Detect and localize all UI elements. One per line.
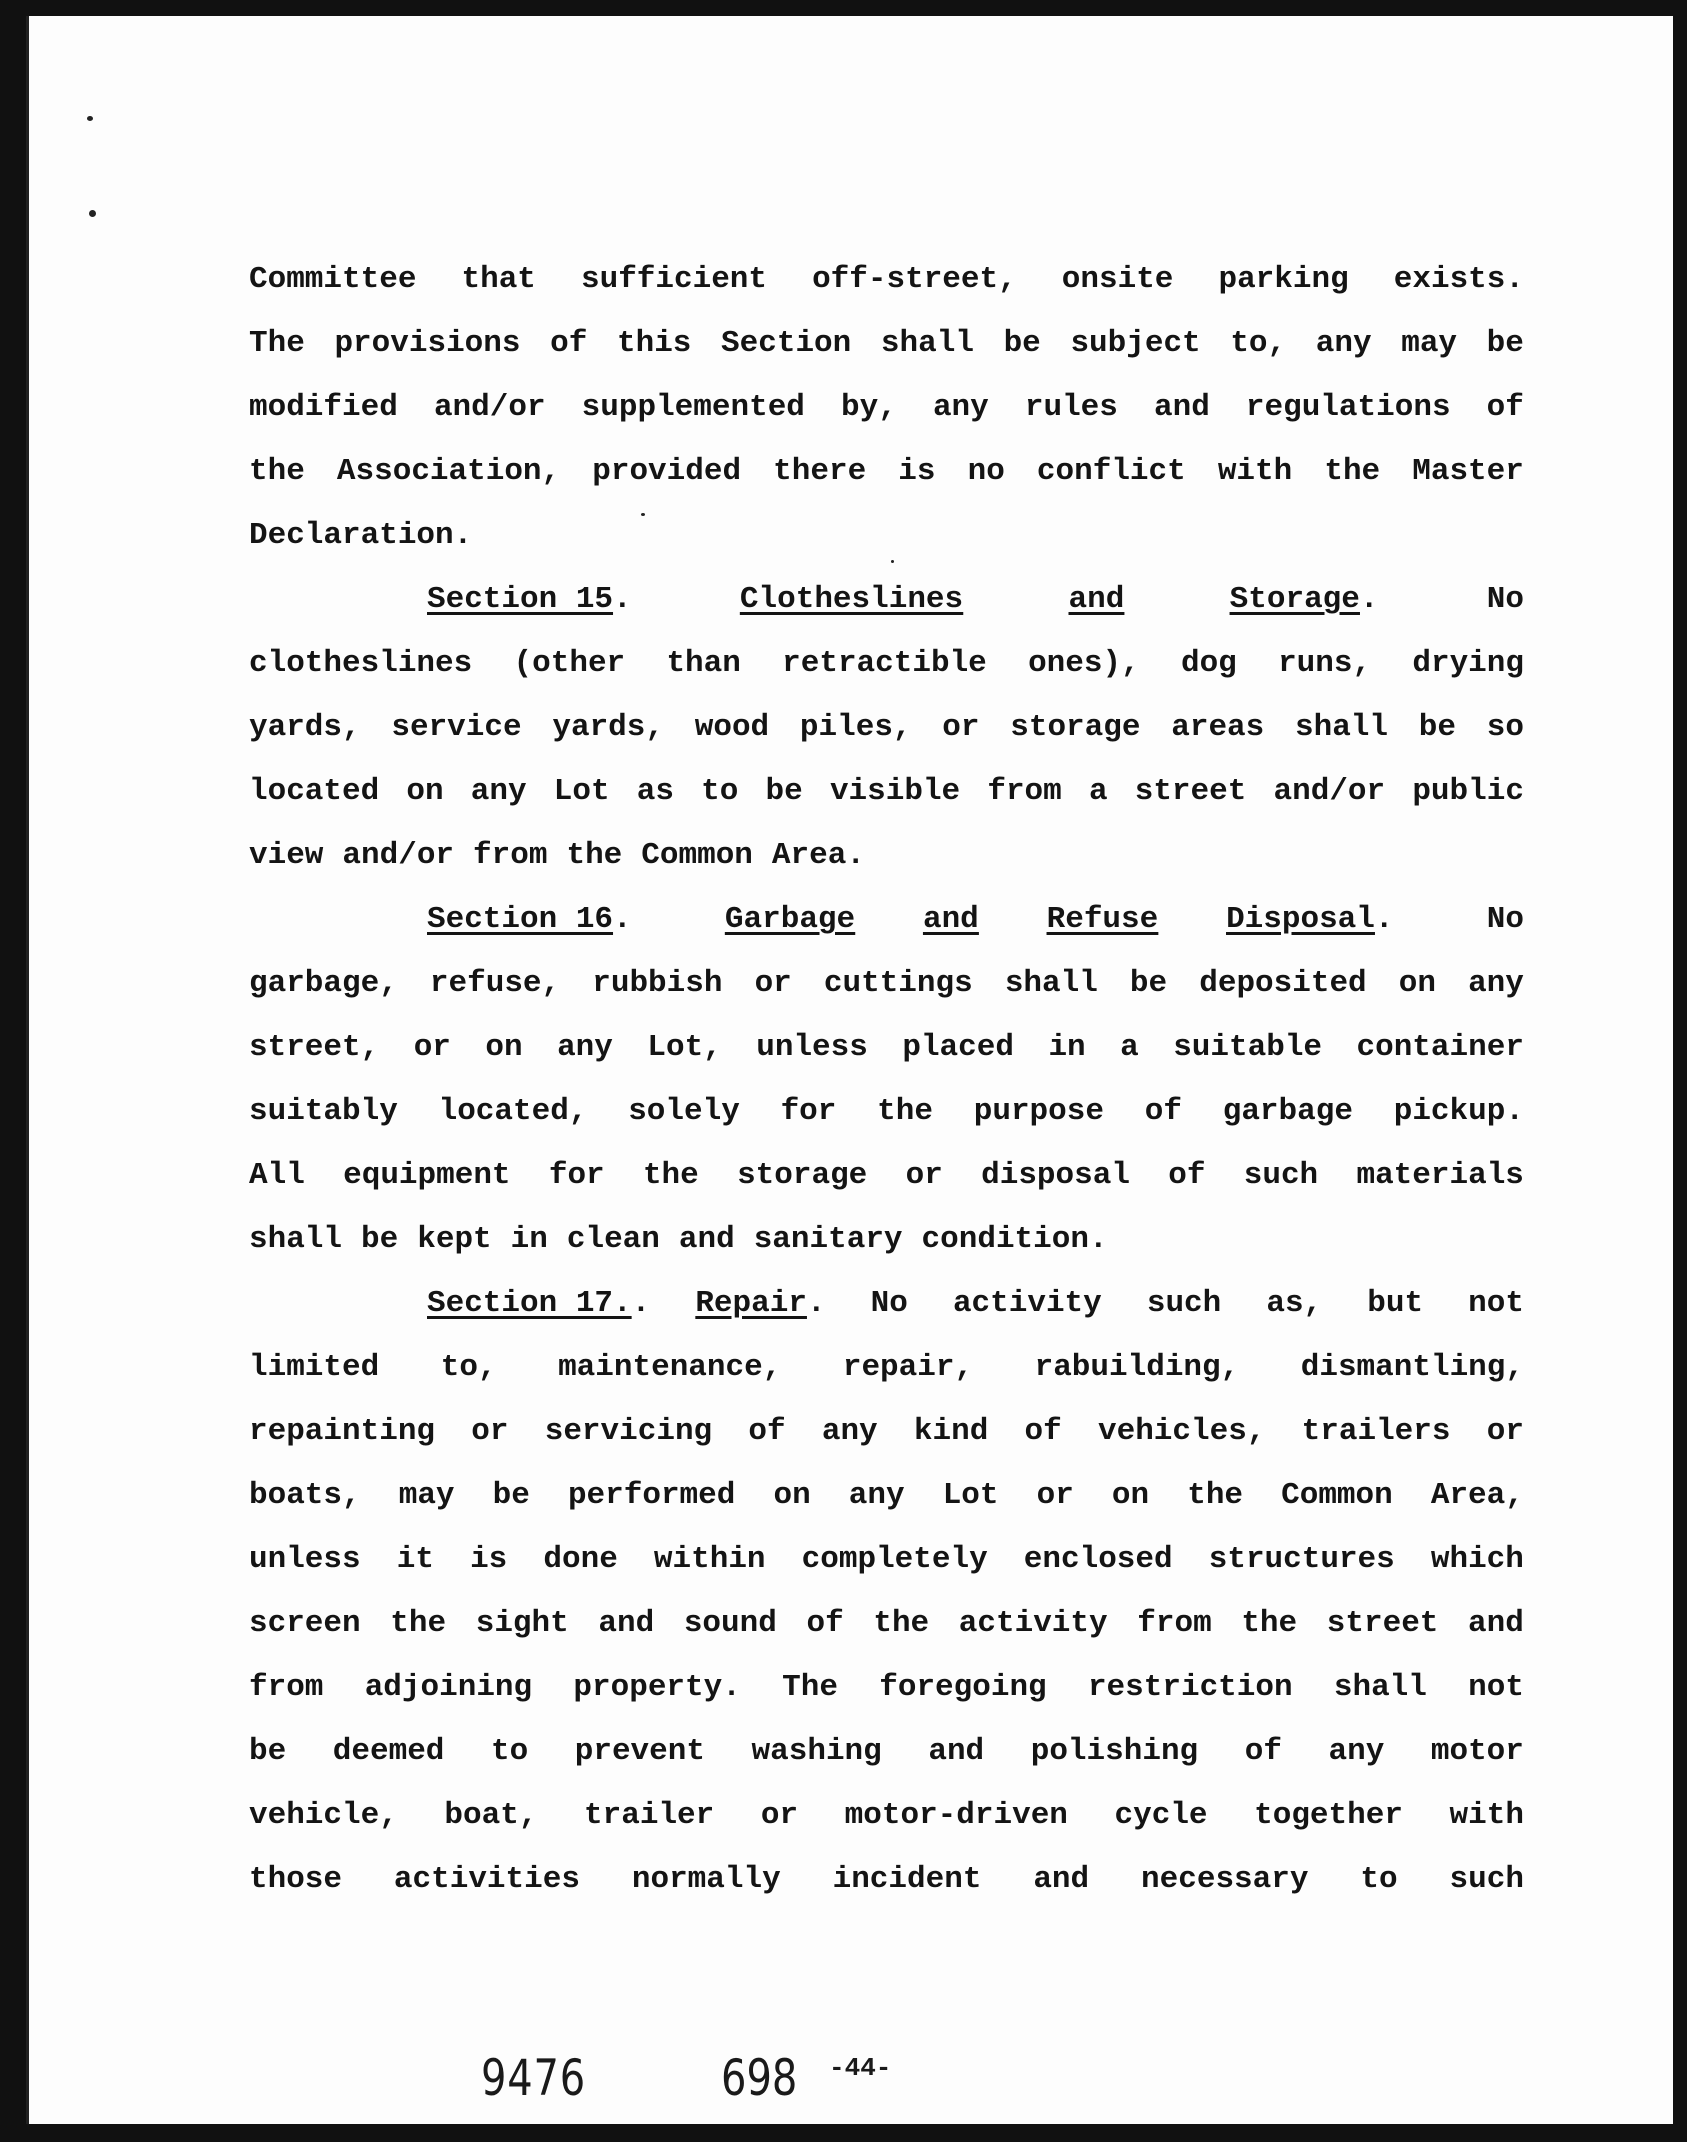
word: from — [1137, 1606, 1212, 1641]
word: the — [1324, 454, 1381, 489]
word: servicing — [544, 1414, 713, 1449]
word: Association, — [336, 454, 561, 489]
word: Common — [1281, 1478, 1393, 1513]
word: washing — [751, 1734, 882, 1769]
document-page — [26, 16, 1673, 2124]
word: and/or — [342, 838, 455, 873]
word: service — [391, 710, 522, 745]
word: cycle — [1114, 1798, 1208, 1833]
word: incident — [832, 1862, 982, 1897]
word: supplemented — [581, 390, 805, 425]
word: placed — [902, 1030, 1014, 1065]
word: as, — [1266, 1286, 1323, 1321]
text-line — [249, 1528, 1524, 1592]
page-number: 698 — [721, 2049, 798, 2107]
text-line — [249, 1848, 1524, 1912]
word: equipment — [343, 1158, 511, 1193]
word: any — [1315, 326, 1372, 361]
word: together — [1254, 1798, 1403, 1833]
word: and — [678, 1222, 735, 1257]
word: or — [413, 1030, 451, 1065]
word: Common — [641, 838, 753, 873]
word: with — [1217, 454, 1293, 489]
word: yards, — [552, 710, 664, 745]
word: or — [905, 1158, 943, 1193]
word: suitably — [249, 1094, 398, 1129]
text-line — [249, 1016, 1524, 1080]
word: shall — [249, 1222, 343, 1257]
word: provided — [592, 454, 742, 489]
word: the — [1241, 1606, 1298, 1641]
word: deposited — [1199, 966, 1367, 1001]
text-line — [249, 1208, 1524, 1272]
word: to, — [1230, 326, 1287, 361]
word: this — [616, 326, 692, 361]
word: garbage — [1222, 1094, 1353, 1129]
word: property. — [573, 1670, 741, 1705]
word: Area. — [771, 838, 865, 873]
word: vehicle, — [249, 1798, 398, 1833]
word: or — [760, 1798, 799, 1833]
word: be — [249, 1734, 287, 1769]
word: ones), — [1028, 646, 1140, 681]
page-sequence: -44- — [829, 2053, 892, 2083]
section-title: Repair — [695, 1286, 807, 1321]
word: solely — [628, 1094, 740, 1129]
word: shall — [1004, 966, 1098, 1001]
section-title-group: Clotheslines and Storage . — [740, 568, 1379, 632]
word: located, — [438, 1094, 588, 1129]
text-line — [249, 1784, 1524, 1848]
section-number: Section 15. — [427, 582, 632, 617]
word: be — [361, 1222, 399, 1257]
word: there — [773, 454, 867, 489]
word: motor — [1430, 1734, 1524, 1769]
text-line — [249, 376, 1524, 440]
text-line — [249, 248, 1524, 312]
text-line — [249, 760, 1524, 824]
section-number: Section 16. — [427, 902, 632, 937]
word: suitable — [1173, 1030, 1323, 1065]
word: No — [870, 1286, 908, 1321]
word: located — [249, 774, 380, 809]
word: retractible — [782, 646, 987, 681]
word: street — [1134, 774, 1247, 809]
word: in — [510, 1222, 548, 1257]
word: The — [782, 1670, 838, 1705]
word: pickup. — [1393, 1094, 1524, 1129]
word: regulations — [1245, 390, 1451, 425]
word: onsite — [1061, 262, 1174, 297]
word: of — [1244, 1734, 1282, 1769]
word: any — [470, 774, 527, 809]
word: on — [773, 1478, 811, 1513]
text-line — [249, 824, 1524, 888]
word: screen — [249, 1606, 361, 1641]
text-line — [249, 1592, 1524, 1656]
text-line — [249, 312, 1524, 376]
word: such — [1146, 1286, 1222, 1321]
word: any — [1468, 966, 1524, 1001]
word: (other — [513, 646, 626, 681]
word: and — [598, 1606, 655, 1641]
section-number: Section 17.. — [427, 1286, 651, 1321]
word: off-street, — [812, 262, 1017, 297]
word: shall — [880, 326, 974, 361]
word: storage — [737, 1158, 868, 1193]
word: yards, — [249, 710, 361, 745]
word: but — [1367, 1286, 1424, 1321]
word: Master — [1412, 454, 1524, 489]
word: activities — [393, 1862, 580, 1897]
word: necessary — [1141, 1862, 1309, 1897]
text-line — [249, 1720, 1524, 1784]
word: All — [249, 1158, 305, 1193]
text-line — [249, 1464, 1524, 1528]
word: Refuse — [1046, 902, 1159, 937]
word: to — [490, 1734, 529, 1769]
word: foregoing — [879, 1670, 1047, 1705]
word: than — [666, 646, 741, 681]
word: no — [967, 454, 1005, 489]
text-line — [249, 952, 1524, 1016]
word: sufficient — [580, 262, 768, 297]
word: of — [806, 1606, 844, 1641]
word: restriction — [1087, 1670, 1293, 1705]
word: cuttings — [823, 966, 973, 1001]
text-line — [249, 632, 1524, 696]
word: Lot — [942, 1478, 999, 1513]
word: any — [848, 1478, 905, 1513]
word: and — [1068, 582, 1125, 617]
word: and — [1154, 390, 1210, 425]
word: on — [1111, 1478, 1150, 1513]
word: sound — [683, 1606, 777, 1641]
word: disposal — [981, 1158, 1130, 1193]
word: done — [543, 1542, 618, 1577]
word: any — [1328, 1734, 1385, 1769]
word: by, — [841, 390, 897, 425]
word: with — [1449, 1798, 1524, 1833]
word: to — [701, 774, 739, 809]
word: container — [1356, 1030, 1524, 1065]
text-line — [249, 1144, 1524, 1208]
word: it — [396, 1542, 434, 1577]
word: is — [898, 454, 936, 489]
word: clotheslines — [249, 646, 473, 681]
word: rabuilding, — [1034, 1350, 1240, 1385]
word: The — [249, 326, 305, 361]
text-line — [249, 696, 1524, 760]
word: may — [1401, 326, 1458, 361]
word: refuse, — [429, 966, 561, 1001]
word: a — [1088, 774, 1108, 809]
word: limited — [249, 1350, 380, 1385]
word: or — [754, 966, 792, 1001]
word: any — [932, 390, 989, 425]
word: visible — [829, 774, 961, 809]
section-number-text: Section 15 — [427, 582, 614, 617]
word: of — [1024, 1414, 1062, 1449]
word: on — [485, 1030, 523, 1065]
word: be — [1418, 710, 1456, 745]
word: any — [557, 1030, 613, 1065]
word: and — [928, 1734, 985, 1769]
word: the — [642, 1158, 699, 1193]
word: public — [1412, 774, 1524, 809]
word: for — [548, 1158, 605, 1193]
word: boats, — [249, 1478, 361, 1513]
word: Lot — [553, 774, 610, 809]
document-body-text — [249, 248, 1524, 1912]
word: in — [1048, 1030, 1086, 1065]
word: subject — [1070, 326, 1201, 361]
word: be — [492, 1478, 530, 1513]
word: parking — [1218, 262, 1349, 297]
word: drying — [1412, 646, 1524, 681]
word: exists. — [1393, 262, 1524, 297]
word: normally — [631, 1862, 781, 1897]
text-line — [249, 504, 1524, 568]
word: structures — [1208, 1542, 1395, 1577]
word: not — [1468, 1670, 1524, 1705]
word: storage — [1010, 710, 1141, 745]
word: of — [1144, 1094, 1182, 1129]
word: activity — [958, 1606, 1108, 1641]
text-line — [249, 440, 1524, 504]
word: activity — [952, 1286, 1102, 1321]
word: street, — [249, 1030, 380, 1065]
word: on — [406, 774, 444, 809]
word: maintenance, — [558, 1350, 782, 1385]
word: conflict — [1036, 454, 1186, 489]
section17-heading — [249, 1272, 1524, 1336]
word: trailer — [584, 1798, 715, 1833]
word: or — [471, 1414, 509, 1449]
word: Storage — [1229, 582, 1360, 617]
word: prevent — [574, 1734, 705, 1769]
word: to, — [440, 1350, 497, 1385]
word: a — [1120, 1030, 1139, 1065]
word: is — [470, 1542, 508, 1577]
word: boat, — [444, 1798, 538, 1833]
word: enclosed — [1023, 1542, 1173, 1577]
word: such — [1449, 1862, 1524, 1897]
word: street — [1326, 1606, 1439, 1641]
word: from — [249, 1670, 324, 1705]
word: Declaration. — [249, 518, 473, 553]
text-line — [249, 1336, 1524, 1400]
word: the — [877, 1094, 933, 1129]
word: and — [1468, 1606, 1524, 1641]
word: Lot, — [647, 1030, 722, 1065]
word: or — [1036, 1478, 1074, 1513]
word: motor-driven — [844, 1798, 1068, 1833]
word: from — [473, 838, 548, 873]
word: unless — [249, 1542, 361, 1577]
word: shall — [1295, 710, 1389, 745]
word: condition. — [921, 1222, 1108, 1257]
section-title-group: Garbage and Refuse Disposal . — [725, 888, 1394, 952]
word: and/or — [1273, 774, 1386, 809]
scan-speck — [87, 116, 93, 121]
word: for — [780, 1094, 837, 1129]
section-title — [740, 568, 1360, 632]
word: be — [1003, 326, 1041, 361]
word: be — [1486, 326, 1524, 361]
word: repair, — [842, 1350, 974, 1385]
word: or — [1486, 1414, 1524, 1449]
section15-heading — [249, 568, 1524, 632]
word: those — [249, 1862, 343, 1897]
word: view — [249, 838, 324, 873]
word: shall — [1333, 1670, 1427, 1705]
word: sight — [475, 1606, 569, 1641]
word: as — [636, 774, 674, 809]
word: and — [922, 902, 979, 937]
word: such — [1243, 1158, 1319, 1193]
scan-speck — [89, 210, 96, 217]
word: Clotheslines — [739, 582, 964, 617]
section-title — [725, 888, 1375, 952]
word: polishing — [1030, 1734, 1199, 1769]
word: rubbish — [592, 966, 723, 1001]
word: any — [821, 1414, 878, 1449]
word: purpose — [973, 1094, 1104, 1129]
word: kind — [913, 1414, 989, 1449]
word: that — [461, 262, 536, 297]
word: Section — [721, 326, 852, 361]
word: Garbage — [724, 902, 856, 937]
word: not — [1468, 1286, 1524, 1321]
word: the — [390, 1606, 447, 1641]
word: and/or — [433, 390, 546, 425]
word: sanitary — [753, 1222, 903, 1257]
book-number: 9476 — [481, 2049, 586, 2107]
word: materials — [1356, 1158, 1524, 1193]
word: piles, — [799, 710, 912, 745]
word: the — [249, 454, 305, 489]
word: wood — [694, 710, 770, 745]
word: unless — [756, 1030, 868, 1065]
word: completely — [801, 1542, 988, 1577]
word: runs, — [1278, 646, 1372, 681]
word: or — [942, 710, 980, 745]
word: may — [398, 1478, 455, 1513]
word: the — [1187, 1478, 1244, 1513]
word: performed — [567, 1478, 736, 1513]
word: kept — [417, 1222, 492, 1257]
word: trailers — [1301, 1414, 1451, 1449]
word: be — [1129, 966, 1168, 1001]
word: garbage, — [249, 966, 398, 1001]
text-line — [249, 1400, 1524, 1464]
word: dog — [1180, 646, 1237, 681]
word: adjoining — [364, 1670, 533, 1705]
word: and — [1033, 1862, 1090, 1897]
page-footer — [29, 2041, 1673, 2121]
word: clean — [566, 1222, 660, 1257]
section16-heading — [249, 888, 1524, 952]
word: modified — [249, 390, 398, 425]
word: the — [873, 1606, 930, 1641]
word: No — [1486, 582, 1524, 617]
section-title-group: Repair. — [695, 1286, 826, 1321]
word: from — [987, 774, 1062, 809]
word: of — [1486, 390, 1524, 425]
word: dismantling, — [1300, 1350, 1524, 1385]
word: be — [765, 774, 803, 809]
word: of — [550, 326, 588, 361]
word: the — [566, 838, 623, 873]
word: repainting — [249, 1414, 436, 1449]
word: No — [1486, 902, 1524, 937]
word: deemed — [332, 1734, 445, 1769]
word: on — [1398, 966, 1436, 1001]
word: to — [1360, 1862, 1398, 1897]
word: so — [1486, 710, 1524, 745]
word: Area, — [1430, 1478, 1524, 1513]
text-line — [249, 1080, 1524, 1144]
section-number-text: Section 16 — [427, 902, 614, 937]
word: Disposal — [1226, 902, 1375, 937]
text-line — [249, 1656, 1524, 1720]
word: vehicles, — [1098, 1414, 1266, 1449]
word: rules — [1024, 390, 1118, 425]
word: areas — [1171, 710, 1265, 745]
word: which — [1430, 1542, 1524, 1577]
section-number-text: Section 17. — [427, 1286, 632, 1321]
word: of — [748, 1414, 786, 1449]
word: provisions — [334, 326, 521, 361]
word: Committee — [249, 262, 417, 297]
word: of — [1168, 1158, 1206, 1193]
word: within — [653, 1542, 766, 1577]
